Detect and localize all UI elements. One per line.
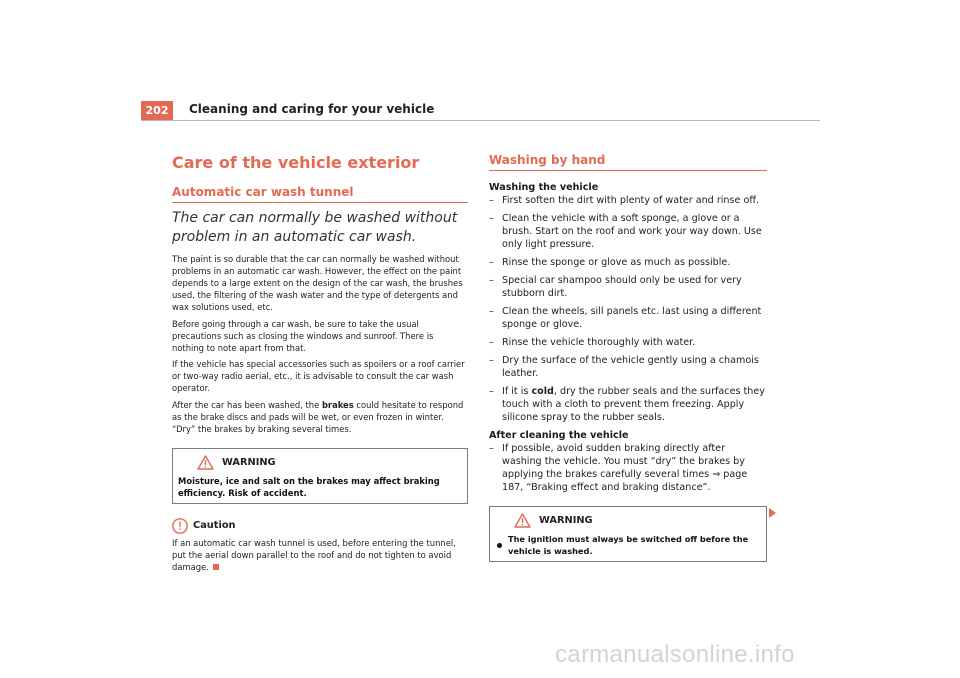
running-head: Cleaning and caring for your vehicle	[189, 102, 435, 116]
list-item-text: Rinse the vehicle thoroughly with water.	[502, 337, 696, 348]
list-item	[489, 336, 767, 349]
list-item-text: Rinse the sponge or glove as much as possible.	[502, 257, 731, 268]
dash: –	[489, 355, 494, 366]
text-run: , dry the rubber seals and the surfaces they touch with a cloth to prevent them freezing. Apply silicone spray to the rubber seals.	[502, 386, 765, 423]
subheading-after-cleaning: After cleaning the vehicle	[489, 430, 629, 441]
list-item	[489, 305, 767, 331]
warning-title: WARNING	[222, 456, 276, 468]
warning-text: Moisture, ice and salt on the brakes may affect braking efficiency. Risk of accident.	[178, 475, 440, 498]
list-item-text: Special car shampoo should only be used for very stubborn dirt.	[502, 275, 742, 299]
keyword-cold: cold	[531, 386, 554, 397]
dash: –	[489, 213, 494, 224]
list-item-text: First soften the dirt with plenty of water and rinse off.	[502, 195, 759, 206]
list-item	[489, 212, 767, 251]
paragraph: If the vehicle has special accessories such as spoilers or a roof carrier or two-way radio aerial, etc., it is advisable to consult the car wash operator.	[172, 359, 465, 393]
list-item-text: If possible, avoid sudden braking directly after washing the vehicle. You must “dry” the brakes by applying the brakes carefully several times ⇒ page 187, “Braking effect and braking distance”.	[502, 443, 748, 493]
dash: –	[489, 386, 494, 397]
list-item	[489, 274, 767, 300]
dash: –	[489, 275, 494, 286]
warning-triangle-icon	[514, 513, 531, 528]
list-item	[489, 385, 767, 424]
dash: –	[489, 257, 494, 268]
dash: –	[489, 443, 494, 454]
subheading-washing-the-vehicle: Washing the vehicle	[489, 182, 599, 193]
left-column	[172, 153, 468, 577]
chapter-title: Care of the vehicle exterior	[172, 153, 420, 172]
watermark: carmanualsonline.info	[555, 641, 795, 668]
warning-bullet	[495, 533, 761, 557]
right-column	[489, 153, 767, 562]
warning-box	[489, 506, 767, 562]
section-heading-washing-by-hand: Washing by hand	[489, 153, 606, 167]
section-end-marker	[213, 564, 219, 570]
warning-title: WARNING	[539, 515, 593, 526]
dash: –	[489, 337, 494, 348]
list-item-text: Clean the vehicle with a soft sponge, a glove or a brush. Start on the roof and work your way down. Use only light pressure.	[502, 213, 762, 250]
list-item-text: Clean the wheels, sill panels etc. last using a different sponge or glove.	[502, 306, 762, 330]
warning-triangle-icon	[197, 455, 214, 470]
warning-header	[178, 455, 462, 470]
paragraph: The paint is so durable that the car can normally be washed without problems in an automatic car wash. However, the effect on the paint depends to a large extent on the design of the car wash, the brushes used, the filtering of the wash water and the type of detergents and wax solutions used, etc.	[172, 254, 463, 312]
caution-exclamation-icon	[172, 518, 188, 534]
keyword-brakes: brakes	[321, 399, 354, 410]
bullet-dot	[497, 543, 502, 548]
list-item	[489, 442, 767, 494]
section-rule	[172, 202, 468, 203]
text-run: could hesitate to respond as the brake discs and pads will be wet, or even frozen in winter. “Dry” the brakes by braking several times.	[172, 399, 464, 434]
caution-header	[172, 518, 468, 534]
text-run: If it is	[502, 386, 532, 397]
caution-block	[172, 518, 468, 573]
section-heading-car-wash-tunnel: Automatic car wash tunnel	[172, 185, 354, 199]
caution-title: Caution	[193, 520, 236, 531]
list-item	[489, 194, 767, 207]
caution-text	[172, 537, 468, 573]
section-rule	[489, 170, 767, 171]
lead-paragraph: The car can normally be washed without problem in an automatic car wash.	[172, 210, 458, 245]
list-item	[489, 256, 767, 269]
caution-text-run: If an automatic car wash tunnel is used, before entering the tunnel, put the aerial down parallel to the roof and do not tighten to avoid damage.	[172, 537, 456, 572]
continue-arrow-icon	[769, 508, 776, 518]
page-number: 202	[141, 101, 173, 120]
dash: –	[489, 306, 494, 317]
list-item-text: Dry the surface of the vehicle gently using a chamois leather.	[502, 355, 759, 379]
dash: –	[489, 195, 494, 206]
list-item	[489, 354, 767, 380]
warning-box	[172, 448, 468, 504]
warning-bullet-text: The ignition must always be switched off before the vehicle is washed.	[508, 534, 749, 556]
paragraph: Before going through a car wash, be sure to take the usual precautions such as closing the windows and sunroof. There is nothing to note apart from that.	[172, 318, 434, 353]
header-rule	[141, 120, 820, 121]
warning-header	[495, 513, 761, 528]
paragraph	[172, 399, 468, 435]
text-run: After the car has been washed, the	[172, 399, 322, 410]
